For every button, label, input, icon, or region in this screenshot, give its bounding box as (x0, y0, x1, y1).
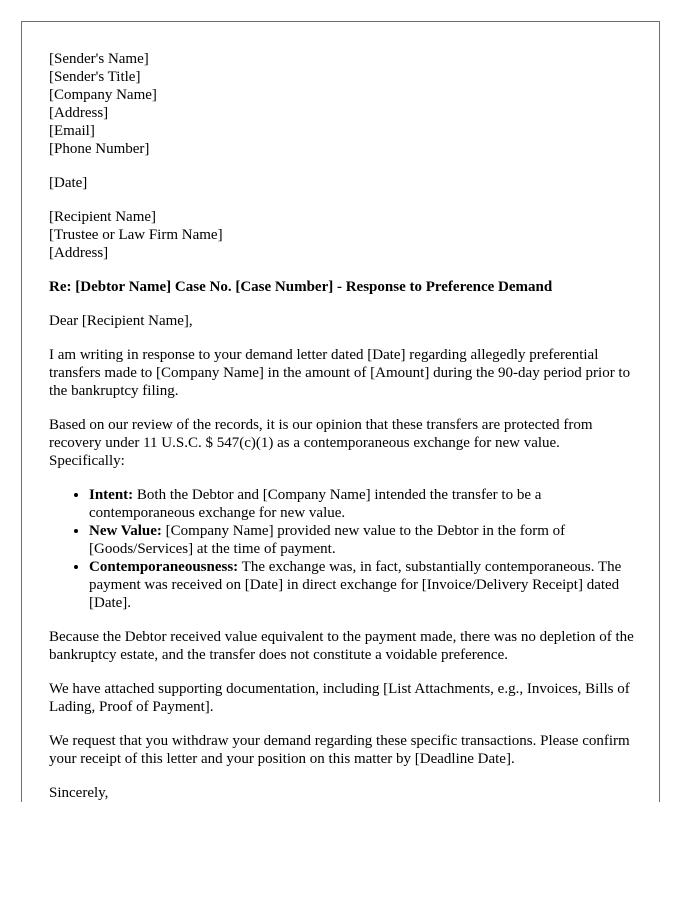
list-item-new-value (89, 522, 639, 558)
recipient-name: [Recipient Name] (49, 209, 157, 225)
list-item-text: The exchange was, in fact, substantially contemporaneous. The payment was received on [Date] in direct exchange for [Invoice/Delivery Receipt] dated [Date]. (89, 559, 622, 611)
paragraph-attachments: We have attached supporting documentation, including [List Attachments, e.g., Invoices, Bills of Lading, Proof of Payment]. (49, 681, 630, 715)
sender-email: [Email] (49, 123, 95, 139)
salutation: Dear [Recipient Name], (49, 313, 193, 329)
sender-phone: [Phone Number] (49, 141, 150, 157)
list-item-term: New Value: (89, 523, 162, 539)
sender-block (49, 50, 639, 158)
letter-page (21, 21, 660, 802)
letter-body (49, 50, 639, 802)
recipient-address: [Address] (49, 245, 109, 261)
sender-address: [Address] (49, 105, 109, 121)
list-item-intent (89, 486, 639, 522)
paragraph-intro: I am writing in response to your demand letter dated [Date] regarding allegedly preferential transfers made to [Company Name] in the amount of [Amount] during the 90-day period prior to the bankruptcy filing. (49, 347, 631, 399)
letter-date: [Date] (49, 175, 88, 191)
sender-company: [Company Name] (49, 87, 157, 103)
sender-name: [Sender's Name] (49, 51, 149, 67)
sender-title: [Sender's Title] (49, 69, 141, 85)
list-item-text: [Company Name] provided new value to the Debtor in the form of [Goods/Services] at the time of payment. (89, 523, 566, 557)
closing: Sincerely, (49, 785, 109, 801)
list-item-contemporaneousness (89, 558, 639, 612)
paragraph-no-depletion: Because the Debtor received value equivalent to the payment made, there was no depletion of the bankruptcy estate, and the transfer does not constitute a voidable preference. (49, 629, 634, 663)
list-item-term: Contemporaneousness: (89, 559, 239, 575)
paragraph-basis: Based on our review of the records, it is our opinion that these transfers are protected from recovery under 11 U.S.C. $ 547(c)(1) as a contemporaneous exchange for new value. Specifically: (49, 417, 593, 469)
date-block (49, 174, 639, 192)
defense-list (49, 486, 639, 612)
recipient-block (49, 208, 639, 262)
recipient-firm: [Trustee or Law Firm Name] (49, 227, 223, 243)
subject-line: Re: [Debtor Name] Case No. [Case Number] - Response to Preference Demand (49, 279, 553, 295)
list-item-term: Intent: (89, 487, 134, 503)
paragraph-request: We request that you withdraw your demand regarding these specific transactions. Please confirm your receipt of this letter and your position on this matter by [Deadline Date]. (49, 733, 630, 767)
list-item-text: Both the Debtor and [Company Name] intended the transfer to be a contemporaneous exchange for new value. (89, 487, 542, 521)
